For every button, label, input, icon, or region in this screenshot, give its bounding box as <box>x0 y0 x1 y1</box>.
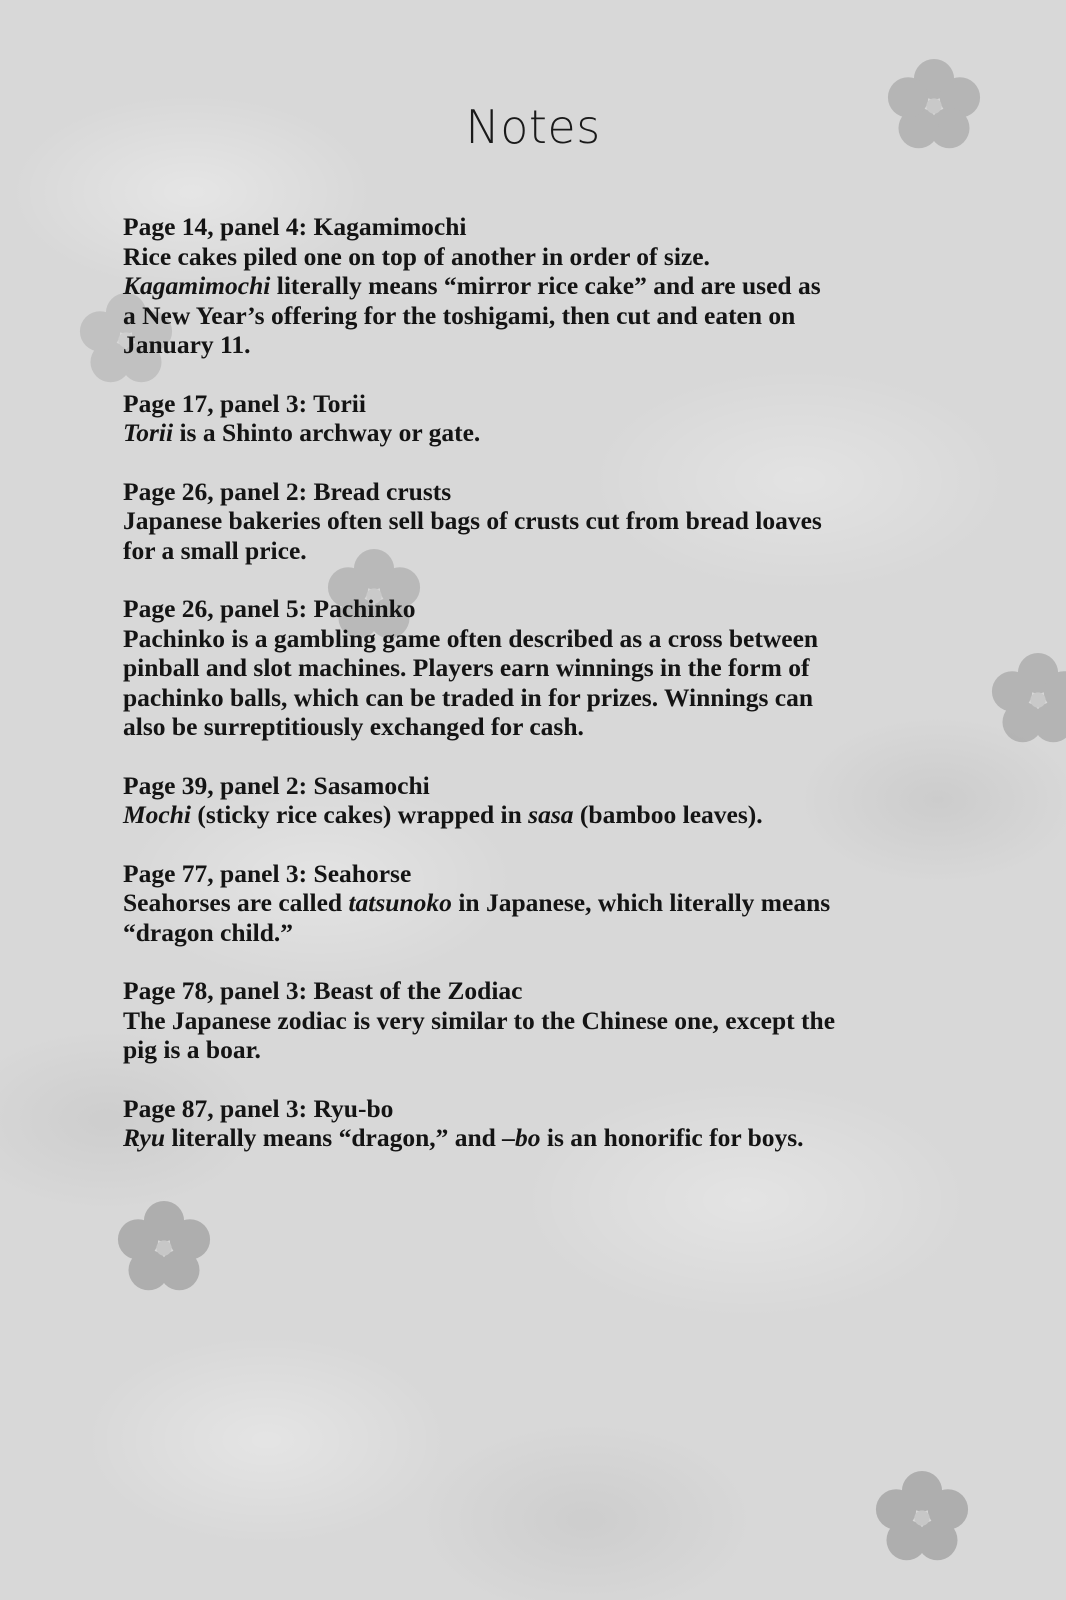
note-text-line <box>123 888 943 918</box>
note-text-line <box>123 918 943 948</box>
note-text-line <box>123 536 943 566</box>
note-text-line <box>123 712 943 742</box>
text-segment: January 11. <box>123 330 251 359</box>
text-segment: literally means “dragon,” and <box>165 1123 503 1152</box>
text-segment: is a Shinto archway or gate. <box>173 418 481 447</box>
notes-list <box>123 212 943 1182</box>
text-segment: Seahorses are called <box>123 888 349 917</box>
note-entry <box>123 477 943 566</box>
note-text-line <box>123 418 943 448</box>
text-segment: (bamboo leaves). <box>573 800 763 829</box>
plum-blossom-icon <box>874 1470 970 1566</box>
italic-term: Ryu <box>123 1123 166 1152</box>
text-segment: in Japanese, which literally means <box>451 888 831 917</box>
note-heading: Page 87, panel 3: Ryu-bo <box>123 1093 394 1123</box>
page-title: Notes <box>465 100 601 154</box>
text-segment: for a small price. <box>123 535 307 565</box>
note-entry <box>123 859 943 948</box>
text-segment: is an honorific for boys. <box>540 1123 804 1152</box>
text-segment: The Japanese zodiac is very similar to the Chinese one, except the <box>123 1005 836 1035</box>
note-heading: Page 26, panel 2: Bread crusts <box>123 476 452 506</box>
italic-term: Torii <box>123 418 174 447</box>
note-text-line <box>123 1035 943 1065</box>
text-segment: Pachinko is a gambling game often described as a cross between <box>123 623 819 653</box>
text-segment: literally means “mirror rice cake” and are used as <box>270 271 821 300</box>
note-text-line <box>123 330 943 360</box>
text-segment: pig is a boar. <box>123 1035 261 1064</box>
note-text-line <box>123 301 943 331</box>
italic-term: sasa <box>528 800 574 829</box>
note-text-line <box>123 683 943 713</box>
note-text-line <box>123 271 943 301</box>
italic-term: –bo <box>502 1123 541 1152</box>
plum-blossom-icon <box>990 652 1066 748</box>
italic-term: tatsunoko <box>348 888 452 917</box>
note-entry <box>123 771 943 830</box>
note-entry <box>123 594 943 742</box>
note-heading: Page 14, panel 4: Kagamimochi <box>123 212 467 241</box>
text-segment: Japanese bakeries often sell bags of crusts cut from bread loaves <box>123 506 822 535</box>
text-segment: pinball and slot machines. Players earn winnings in the form of <box>123 653 810 682</box>
note-text-line <box>123 624 943 654</box>
text-segment: pachinko balls, which can be traded in for prizes. Winnings can <box>123 682 814 712</box>
text-segment: (sticky rice cakes) wrapped in <box>191 800 529 829</box>
note-heading: Page 26, panel 5: Pachinko <box>123 594 416 623</box>
text-segment: Rice cakes piled one on top of another in order of size. <box>123 241 710 271</box>
note-text-line <box>123 1006 943 1036</box>
note-entry <box>123 1094 943 1153</box>
note-entry <box>123 389 943 448</box>
note-text-line <box>123 800 943 830</box>
note-text-line <box>123 653 943 683</box>
note-heading: Page 77, panel 3: Seahorse <box>123 858 412 888</box>
text-segment: “dragon child.” <box>123 917 294 947</box>
text-segment: a New Year’s offering for the toshigami, then cut and eaten on <box>123 300 796 330</box>
note-text-line <box>123 1123 943 1153</box>
text-segment: also be surreptitiously exchanged for cash. <box>123 712 584 741</box>
note-heading: Page 17, panel 3: Torii <box>123 388 366 418</box>
note-heading: Page 39, panel 2: Sasamochi <box>123 770 430 800</box>
note-entry <box>123 976 943 1065</box>
italic-term: Kagamimochi <box>123 271 271 300</box>
note-text-line <box>123 506 943 536</box>
note-text-line <box>123 242 943 272</box>
note-heading: Page 78, panel 3: Beast of the Zodiac <box>123 976 523 1005</box>
plum-blossom-icon <box>116 1200 212 1296</box>
note-entry <box>123 212 943 360</box>
italic-term: Mochi <box>123 800 192 829</box>
